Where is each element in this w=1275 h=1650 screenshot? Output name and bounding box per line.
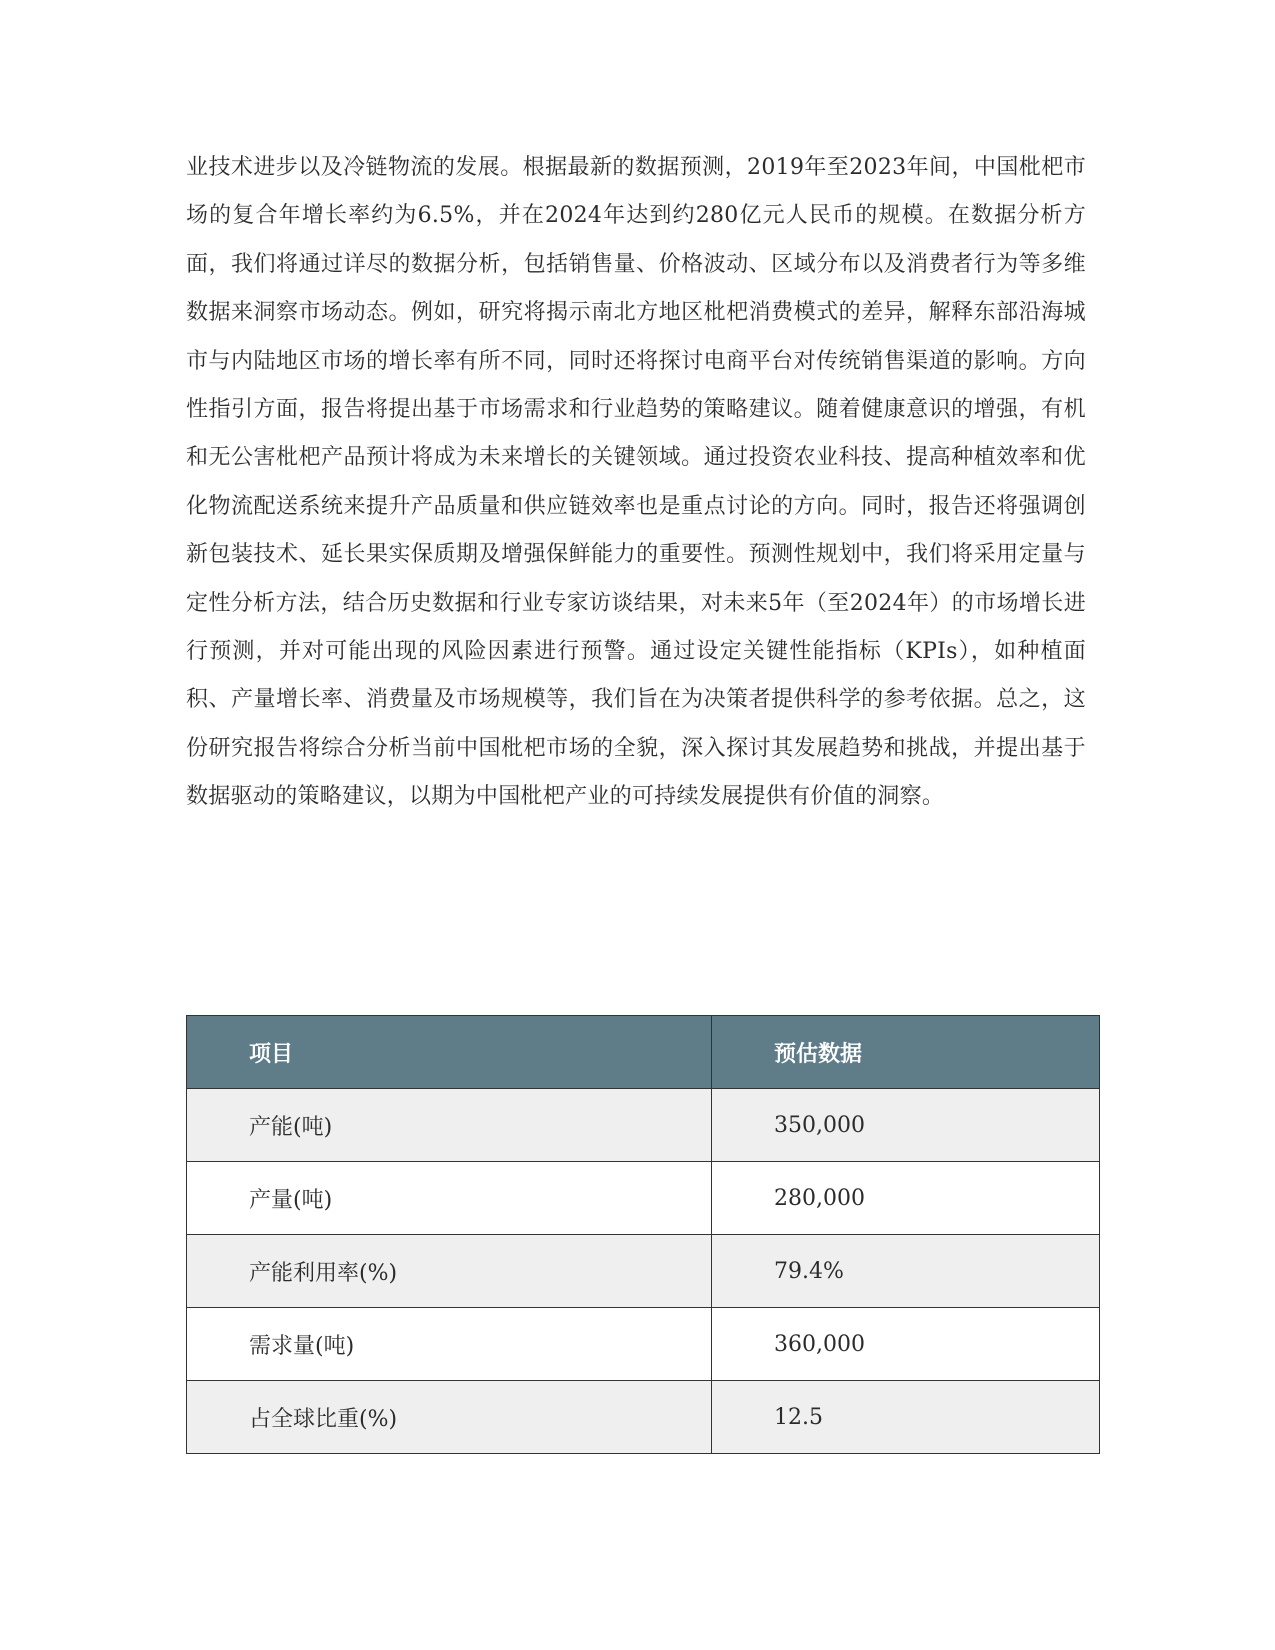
row-item: 占全球比重(%)	[187, 1381, 712, 1454]
table-header-row	[187, 1016, 1100, 1089]
estimate-table	[186, 1015, 1100, 1454]
row-value: 79.4%	[712, 1235, 1100, 1308]
row-value: 360,000	[712, 1308, 1100, 1381]
row-item: 产量(吨)	[187, 1162, 712, 1235]
row-value: 280,000	[712, 1162, 1100, 1235]
row-item: 产能(吨)	[187, 1089, 712, 1162]
row-item: 需求量(吨)	[187, 1308, 712, 1381]
table-row	[187, 1235, 1100, 1308]
row-item: 产能利用率(%)	[187, 1235, 712, 1308]
table-row	[187, 1162, 1100, 1235]
row-value: 350,000	[712, 1089, 1100, 1162]
header-item: 项目	[187, 1016, 712, 1089]
body-paragraph: 业技术进步以及冷链物流的发展。根据最新的数据预测，2019年至2023年间，中国枇杷市场的复合年增长率约为6.5%，并在2024年达到约280亿元人民币的规模。在数据分析方面，我们将通过详尽的数据分析，包括销售量、价格波动、区域分布以及消费者行为等多维数据来洞察市场动态。例如，研究将揭示南北方地区枇杷消费模式的差异，解释东部沿海城市与内陆地区市场的增长率有所不同，同时还将探讨电商平台对传统销售渠道的影响。方向性指引方面，报告将提出基于市场需求和行业趋势的策略建议。随着健康意识的增强，有机和无公害枇杷产品预计将成为未来增长的关键领域。通过投资农业科技、提高种植效率和优化物流配送系统来提升产品质量和供应链效率也是重点讨论的方向。同时，报告还将强调创新包装技术、延长果实保质期及增强保鲜能力的重要性。预测性规划中，我们将采用定量与定性分析方法，结合历史数据和行业专家访谈结果，对未来5年（至2024年）的市场增长进行预测，并对可能出现的风险因素进行预警。通过设定关键性能指标（KPIs），如种植面积、产量增长率、消费量及市场规模等，我们旨在为决策者提供科学的参考依据。总之，这份研究报告将综合分析当前中国枇杷市场的全貌，深入探讨其发展趋势和挑战，并提出基于数据驱动的策略建议，以期为中国枇杷产业的可持续发展提供有价值的洞察。	[186, 155, 1086, 810]
row-value: 12.5	[712, 1381, 1100, 1454]
table-row	[187, 1381, 1100, 1454]
header-value: 预估数据	[712, 1016, 1100, 1089]
table-row	[187, 1308, 1100, 1381]
table-row	[187, 1089, 1100, 1162]
